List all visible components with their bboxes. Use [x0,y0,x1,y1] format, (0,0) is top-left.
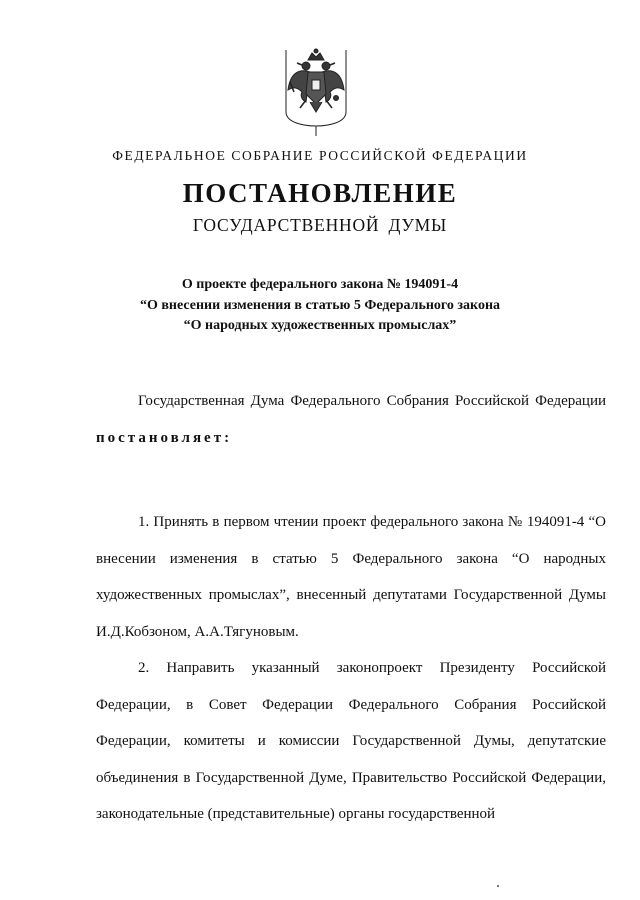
resolution-item-2: 2. Направить указанный законопроект Президенту Российской Федерации, в Совет Федерации Федерального Собрания Российской Федерации, комитеты и комиссии Государственной Думы, депутатские объединения в Государственной Думе, Правительство Российской Федерации, законодательные (представительные) органы государственной [96,660,606,822]
resolution-item-1: 1. Принять в первом чтении проект федерального закона № 194091-4 “О внесении изменения в статью 5 Федерального закона “О народных художественных промыслах”, внесенный депутатами Государственной Думы И.Д.Кобзоном, А.А.Тягуновым. [96,514,606,640]
title-line: “О внесении изменения в статью 5 Федерального закона [139,297,501,313]
title-line: О проекте федерального закона № 194091-4 [181,277,459,292]
resolves-keyword: постановляет: [96,429,233,446]
document-issuer: ГОСУДАРСТВЕННОЙ ДУМЫ [192,215,448,235]
document-type: ПОСТАНОВЛЕНИЕ [182,178,458,208]
organization-name: ФЕДЕРАЛЬНОЕ СОБРАНИЕ РОССИЙСКОЙ ФЕДЕРАЦИИ [112,148,528,163]
russian-coat-of-arms-icon [284,46,348,138]
document-title [0,275,640,337]
document-body [96,383,606,833]
title-line: “О народных художественных промыслах” [183,318,457,333]
preamble-text: Государственная Дума Федерального Собрания Российской Федерации [138,393,606,409]
preamble [96,383,606,456]
scan-speck [497,885,499,887]
